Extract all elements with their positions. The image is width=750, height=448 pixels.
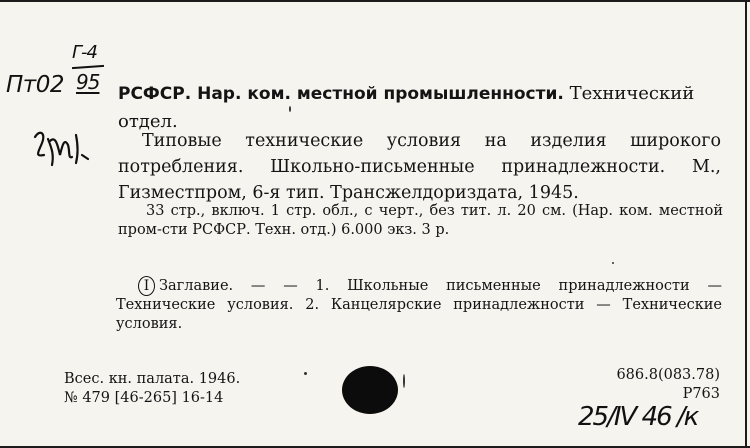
book-chamber-line-1: Всес. кн. палата. 1946. xyxy=(64,371,241,387)
book-chamber-line-2: № 479 [46-265] 16-14 xyxy=(64,390,224,406)
heading-department: Технический отдел. xyxy=(118,83,695,132)
classification-number: 686.8(083.78) xyxy=(616,367,720,383)
paper-speck xyxy=(304,372,307,375)
tracings xyxy=(116,276,722,334)
call-number-divider xyxy=(72,65,104,69)
punch-hole xyxy=(342,366,398,414)
call-number-top: Г-4 xyxy=(72,42,97,63)
heading-organization: РСФСР. Нар. ком. местной промышленности. xyxy=(118,84,564,104)
collation: 33 стр., включ. 1 стр. обл., с черт., без тит. л. 20 см. (Нар. ком. местной пром-сти РСФСР. Техн. отд.) 6.000 экз. 3 р. xyxy=(118,203,723,238)
card-right-edge xyxy=(745,0,747,448)
paper-speck xyxy=(403,374,405,388)
call-number-main: Пт02 xyxy=(6,72,64,98)
handwritten-mark xyxy=(32,125,92,175)
paper-speck xyxy=(612,262,614,264)
book-chamber-info xyxy=(64,370,240,408)
tracings-number: I xyxy=(138,276,155,296)
call-number-bottom: 95 xyxy=(76,70,100,94)
handwritten-date: 25/IV 46 /к xyxy=(578,402,698,432)
title-entry: Типовые технические условия на изделия широкого потребления. Школьно-письменные принадлежности. М., Гизместпром, 6-я тип. Трансжелдориздата, 1945. xyxy=(118,131,721,203)
tracings-text: Заглавие. — — 1. Школьные письменные принадлежности — Технические условия. 2. Канцелярские принадлежности — Технические условия. xyxy=(116,278,722,332)
heading xyxy=(118,80,728,135)
classification-block xyxy=(616,366,720,404)
card-top-edge xyxy=(0,0,750,2)
author-mark: Р763 xyxy=(682,386,720,402)
paper-speck xyxy=(289,106,291,112)
